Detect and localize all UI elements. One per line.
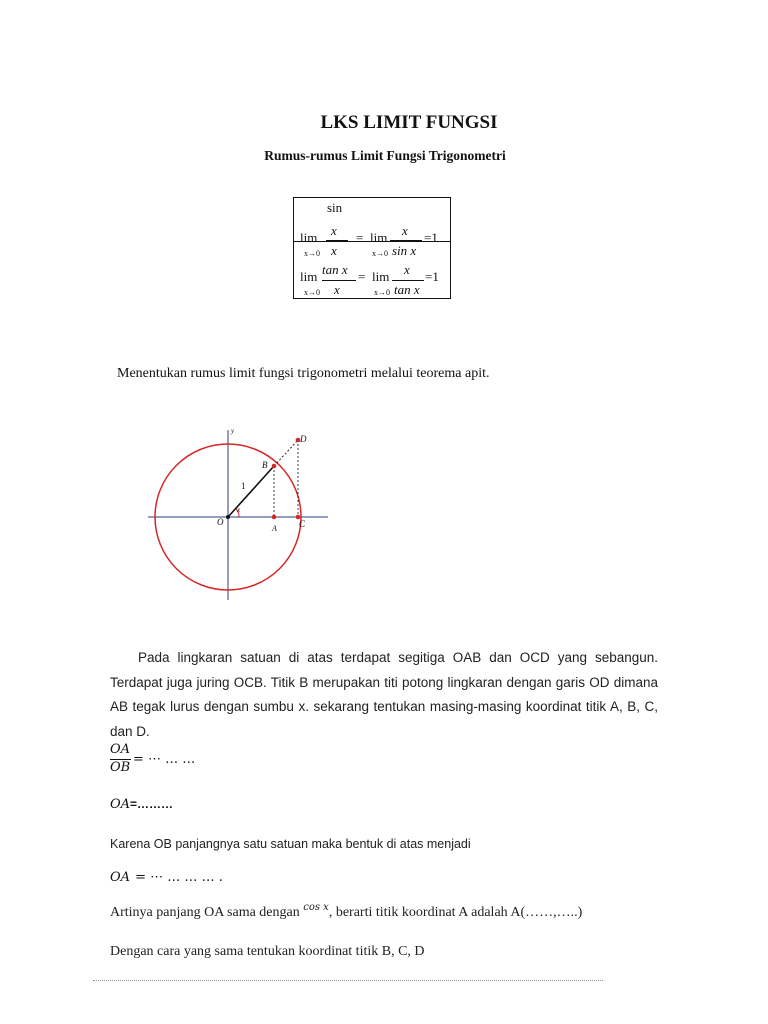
formula-bar-3 (322, 280, 356, 281)
intro-text: Menentukan rumus limit fungsi trigonometri melalui teorema apit. (117, 366, 490, 381)
page-subtitle: Rumus-rumus Limit Fungsi Trigonometri (264, 148, 506, 163)
fraction-rhs: = ⋯ … … (133, 752, 196, 767)
artinya-cos: cos x (303, 902, 329, 913)
formula-x-num-1: x (331, 223, 337, 238)
label-y: y (231, 427, 235, 435)
note-text: Karena OB panjangnya satu satuan maka bentuk di atas menjadi (110, 837, 471, 851)
segment-BD (274, 440, 298, 466)
formula-x-num-2: x (402, 223, 408, 238)
formula-x-den-3: x (334, 282, 340, 297)
formula-eq-1: = (356, 230, 364, 245)
formula-x-num-4: x (404, 262, 410, 277)
label-x: x (237, 506, 241, 514)
fraction-denominator: OB (110, 760, 131, 775)
formula-tanx-num: tan x (322, 262, 348, 277)
formula-box (293, 197, 451, 299)
formula-sub-4: x→0 (374, 288, 390, 297)
body-paragraph (110, 646, 658, 744)
label-D: D (300, 434, 307, 444)
formula-top-sin: sin (327, 200, 343, 215)
page-title: LKS LIMIT FUNGSI (320, 112, 498, 133)
label-one: 1 (241, 481, 246, 491)
unit-circle-figure (140, 420, 340, 605)
eq-oa2-rhs: = ⋯ … … … . (135, 870, 223, 885)
artinya-after: , berarti titik koordinat A adalah A(……,…..) (328, 905, 583, 920)
artinya-before: Artinya panjang OA sama dengan (110, 905, 300, 920)
formula-x-den-1: x (331, 243, 337, 258)
eq-oa-lhs: OA (110, 797, 131, 812)
paragraph-text: Pada lingkaran satuan di atas terdapat segitiga OAB dan OCD yang sebangun. Terdapat juga juring OCB. Titik B merupakan titi potong lingkaran dengan garis OD dimana AB tegak lurus dengan sumbu x. sekarang tentukan masing-masing koordinat titik A, B, C, dan D. (110, 650, 658, 739)
label-O: O (217, 517, 224, 527)
label-B: B (262, 460, 268, 470)
eq-oa-line (110, 793, 173, 812)
point-B (272, 464, 277, 469)
eq-oa-line-2 (110, 866, 223, 885)
point-A (272, 515, 277, 520)
point-O (226, 515, 230, 519)
eq-oa-rhs: =……… (130, 797, 174, 811)
last-line: Dengan cara yang sama tentukan koordinat titik B, C, D (110, 944, 425, 959)
dotted-divider (93, 980, 603, 981)
segment-OB (228, 466, 274, 517)
formula-sub-1: x→0 (304, 249, 320, 258)
artinya-line (110, 902, 583, 921)
formula-sub-2: x→0 (372, 249, 388, 258)
fraction-numerator: OA (110, 742, 131, 757)
formula-sinx-den: sin x (392, 243, 417, 258)
eq-oa2-lhs: OA (110, 870, 131, 885)
formula-one-1: =1 (424, 230, 438, 245)
formula-one-2: =1 (425, 269, 439, 284)
formula-sub-3: x→0 (304, 288, 320, 297)
formula-tanx-den: tan x (394, 282, 420, 297)
formula-lim-4: lim (372, 269, 390, 284)
formula-lim-2: lim (370, 230, 388, 245)
formula-lim-1: lim (300, 230, 318, 245)
label-A: A (272, 524, 277, 533)
formula-bar-4 (392, 280, 424, 281)
formula-lim-3: lim (300, 269, 318, 284)
label-C: C (299, 519, 306, 529)
formula-divider (294, 241, 450, 242)
formula-eq-2: = (358, 269, 366, 284)
